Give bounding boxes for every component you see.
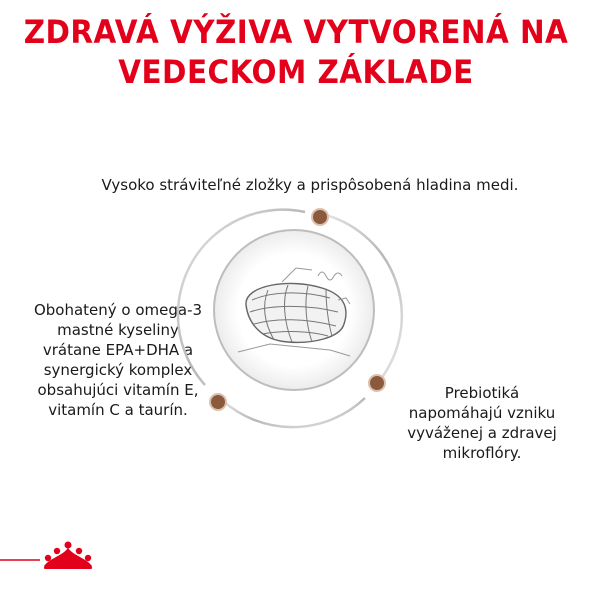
benefit-top-text: Vysoko stráviteľné zložky a prispôsobená hladina medi.	[101, 176, 519, 194]
benefit-dot-right	[369, 375, 385, 391]
benefit-left-text: Obohatený o omega-3 mastné kyseliny vrátane EPA+DHA a synergický komplex obsahujúci vitamín E, vitamín C a taurín.	[33, 301, 203, 419]
page-title-line-2: VEDECKOM ZÁKLADE	[118, 53, 474, 91]
outer-ring-arc-bottom	[222, 398, 365, 427]
benefit-dot-top	[312, 209, 328, 225]
benefit-dot-left	[210, 394, 226, 410]
royal-canin-crown-logo	[44, 542, 92, 570]
page-title-line-1: ZDRAVÁ VÝŽIVA VYTVORENÁ NA	[23, 13, 569, 51]
benefit-right-text: Prebiotiká napomáhajú vzniku vyváženej a zdravej mikroflóry.	[407, 384, 557, 462]
footer-brand-bar	[0, 536, 592, 576]
